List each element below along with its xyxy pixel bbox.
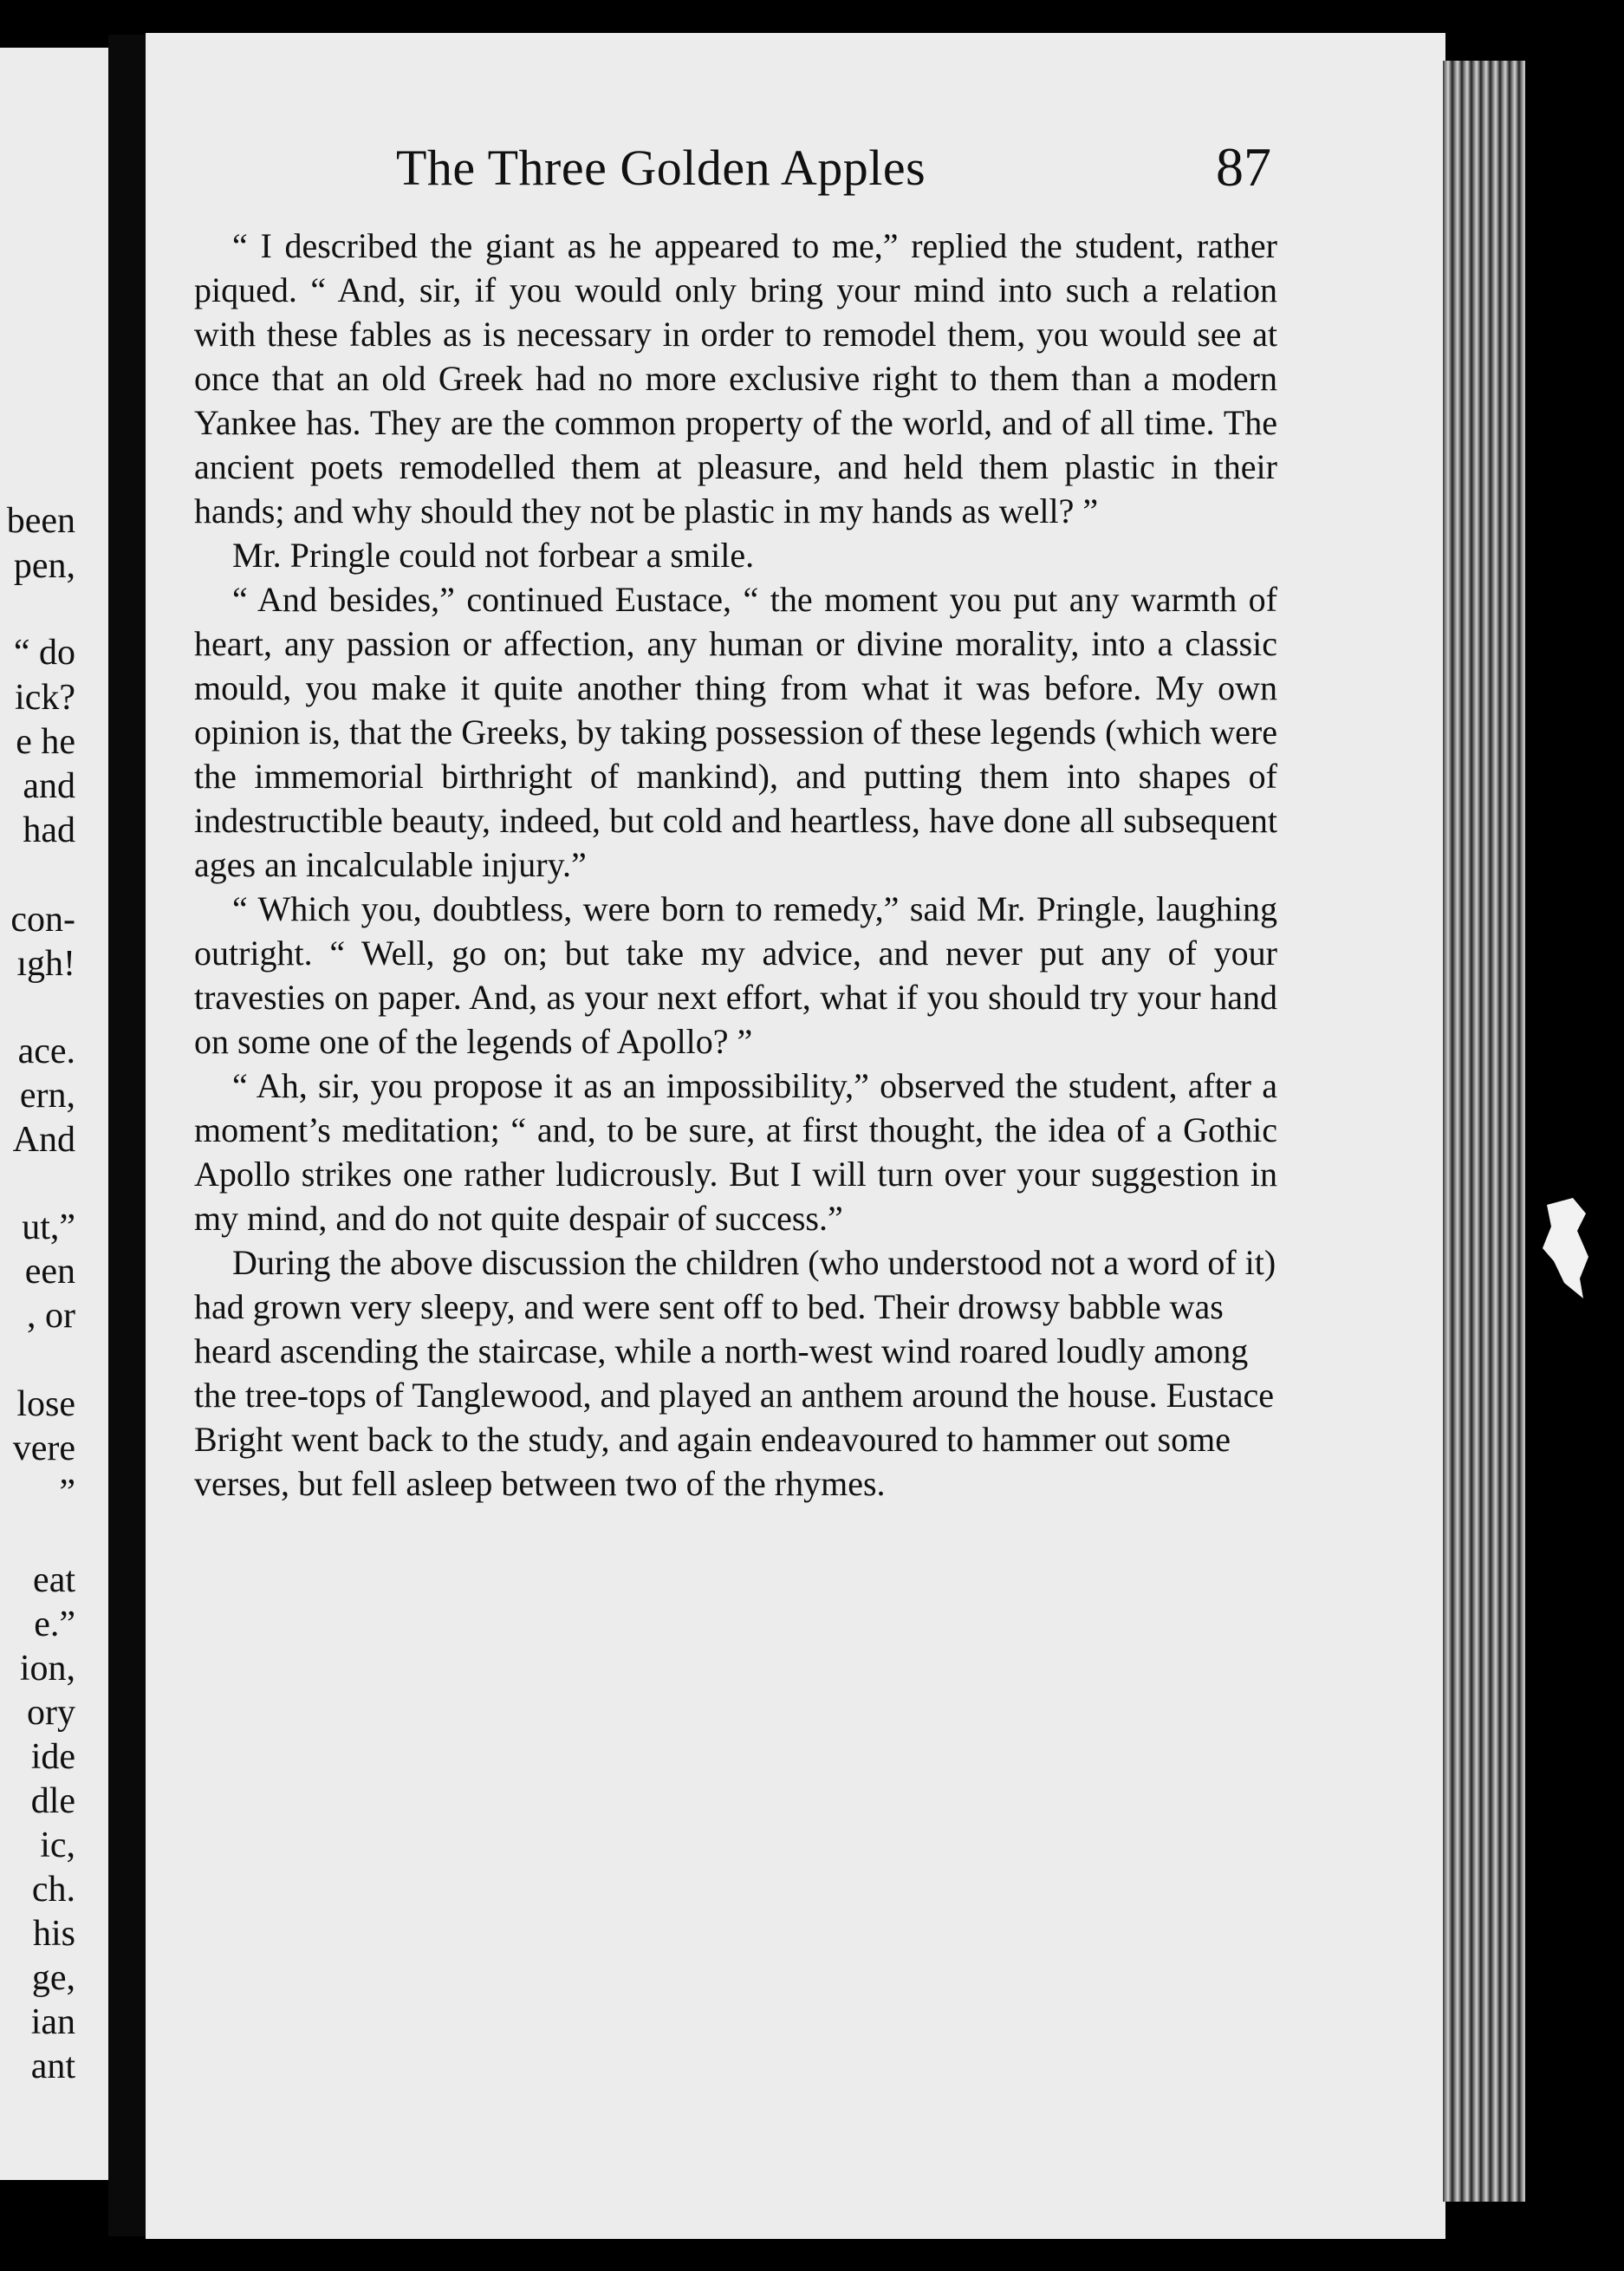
paragraph: “ Which you, doubtless, were born to remedy,” said Mr. Pringle, laughing outright. “ Well, go on; but take my advice, and never put any of your travesties on paper. And, as your next effort, what if you should try your hand on some one of the legends of Apollo? ” <box>194 889 1277 1061</box>
facing-page-left <box>0 48 108 2180</box>
facing-line-fragment: ch. <box>31 1870 75 1910</box>
facing-line-fragment: ian <box>30 2002 75 2042</box>
facing-line-fragment: ” <box>59 1473 75 1513</box>
paragraph: “ I described the giant as he appeared to me,” replied the student, rather piqued. “ And, sir, if you would only bring your mind into such a relation with these fables as is necessary in order to remodel them, you would see at once that an old Greek had no more exclusive right to them than a modern Yankee has. They are the common property of the world, and of all time. The ancient poets remodelled them at pleasure, and held them plastic in their hands; and why should they not be plastic in my hands as well? ” <box>194 226 1277 530</box>
facing-line-fragment: pen, <box>13 546 75 586</box>
paragraph: “ And besides,” continued Eustace, “ the moment you put any warmth of heart, any passion or affection, any human or divine morality, into a classic mould, you make it quite another thing from what it was before. My own opinion is, that the Greeks, by taking possession of these legends (which were the immemorial birthright of mankind), and putting them into shapes of indestructible beauty, indeed, but cold and heartless, have done all subsequent ages an incalculable injury.” <box>194 580 1277 884</box>
facing-line-fragment: eat <box>33 1560 75 1600</box>
book-gutter <box>108 35 147 2236</box>
facing-line-fragment: And <box>12 1120 75 1160</box>
facing-line-fragment: been <box>6 501 75 541</box>
paragraph: Mr. Pringle could not forbear a smile. <box>232 536 755 575</box>
facing-line-fragment: dle <box>30 1781 75 1821</box>
facing-line-fragment: ut,” <box>22 1207 75 1247</box>
facing-line-fragment: had <box>23 810 75 850</box>
facing-line-fragment: ide <box>30 1737 75 1777</box>
facing-line-fragment: vere <box>12 1428 75 1468</box>
facing-line-fragment: lose <box>16 1384 75 1424</box>
facing-line-fragment: ion, <box>19 1649 75 1689</box>
page-edges <box>1443 61 1525 2202</box>
facing-line-fragment: ge, <box>31 1958 75 1998</box>
facing-line-fragment: ick? <box>15 678 75 718</box>
facing-line-fragment: een <box>24 1252 75 1292</box>
paper-tear-mark <box>1538 1196 1590 1300</box>
facing-line-fragment: con- <box>10 900 75 940</box>
facing-line-fragment: ic, <box>40 1825 75 1865</box>
facing-line-fragment: ace. <box>17 1031 75 1071</box>
facing-line-fragment: ant <box>30 2047 75 2086</box>
facing-line-fragment: ern, <box>19 1076 75 1116</box>
facing-line-fragment: his <box>32 1914 75 1954</box>
facing-line-fragment: ory <box>27 1693 75 1733</box>
running-head <box>249 130 1271 208</box>
facing-line-fragment: ıgh! <box>16 944 75 984</box>
paragraph: “ Ah, sir, you propose it as an impossibility,” observed the student, after a moment’s meditation; “ and, to be sure, at first thought, the idea of a Gothic Apollo strikes one rather ludicrously. But I will turn over your suggestion in my mind, and do not quite despair of success.” <box>194 1066 1277 1238</box>
scan-border <box>1525 35 1624 2271</box>
facing-line-fragment: “ do <box>13 633 75 673</box>
page-number: 87 <box>1216 136 1271 198</box>
facing-line-fragment: , or <box>27 1296 75 1336</box>
facing-line-fragment: and <box>23 766 75 806</box>
facing-line-fragment: e he <box>16 722 75 762</box>
paragraph: During the above discussion the children (who understood not a word of it) had grown very sleepy, and were sent off to bed. Their drowsy babble was heard ascending the staircase, while a north-west wind roared loudly among the tree-tops of Tanglewood, and played an anthem around the house. Eustace Bright went back to the study, and again endeavoured to hammer out some verses, but fell asleep between two of the rhymes. <box>194 1243 1276 1503</box>
body-text <box>194 224 1277 1506</box>
facing-line-fragment: e.” <box>34 1604 75 1644</box>
running-title: The Three Golden Apples <box>396 140 926 196</box>
